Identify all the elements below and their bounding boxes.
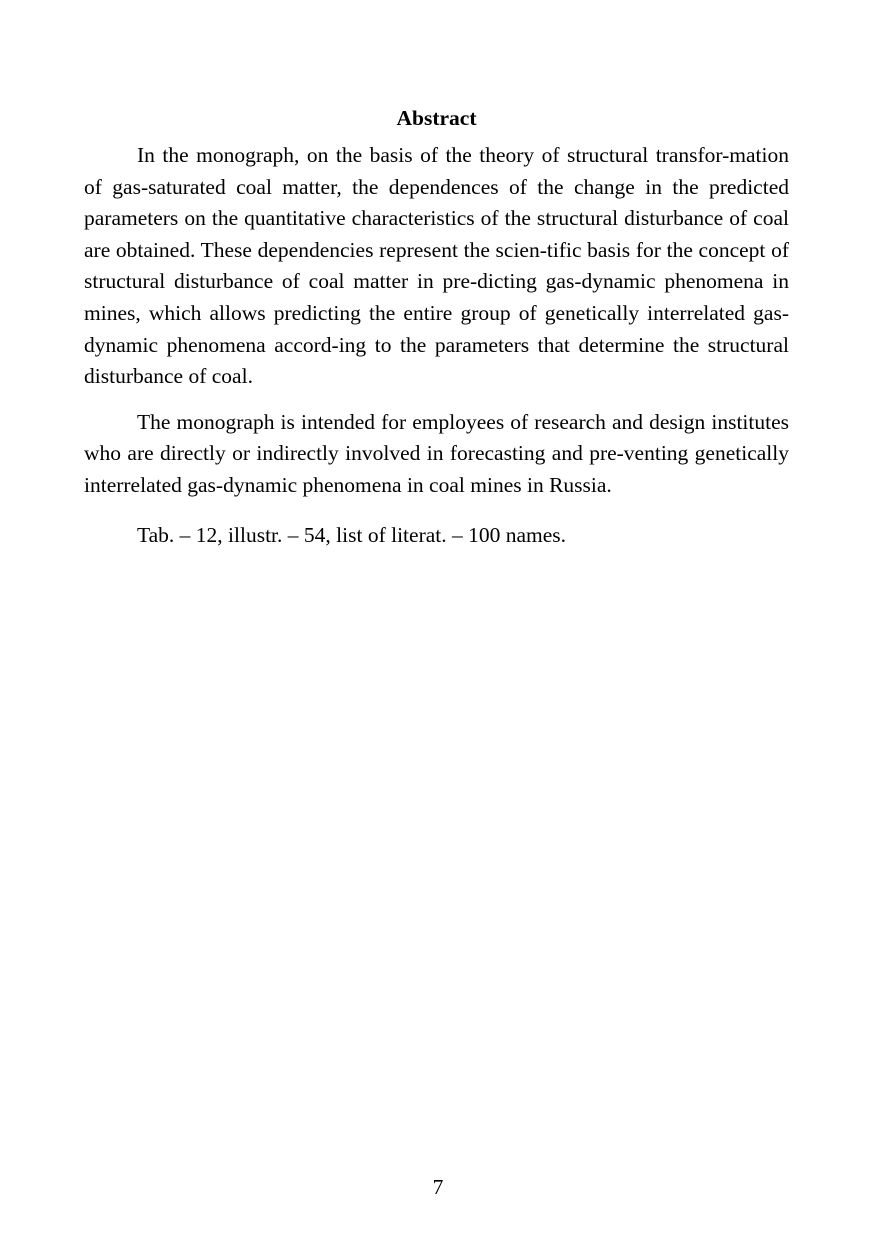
abstract-paragraph-audience: The monograph is intended for employees of research and design institutes who are directly or indirectly involved in forecasting and pre-venting genetically interrelated gas-dynamic phenomena in coal mines in Russia. — [84, 409, 789, 497]
abstract-section — [84, 103, 789, 565]
page-number: 7 — [432, 1175, 444, 1199]
abstract-paragraph-summary: In the monograph, on the basis of the theory of structural transfor-mation of gas-saturated coal matter, the dependences of the change in the predicted parameters on the quantitative characteristics of the structural disturbance of coal are obtained. These dependencies represent the scien-tific basis for the concept of structural disturbance of coal matter in pre-dicting gas-dynamic phenomena in mines, which allows predicting the entire group of genetically interrelated gas-dynamic phenomena accord-ing to the parameters that determine the structural disturbance of coal. — [84, 143, 789, 389]
abstract-paragraph-stats: Tab. – 12, illustr. – 54, list of literat. – 100 names. — [137, 522, 567, 547]
abstract-heading: Abstract — [396, 106, 477, 130]
